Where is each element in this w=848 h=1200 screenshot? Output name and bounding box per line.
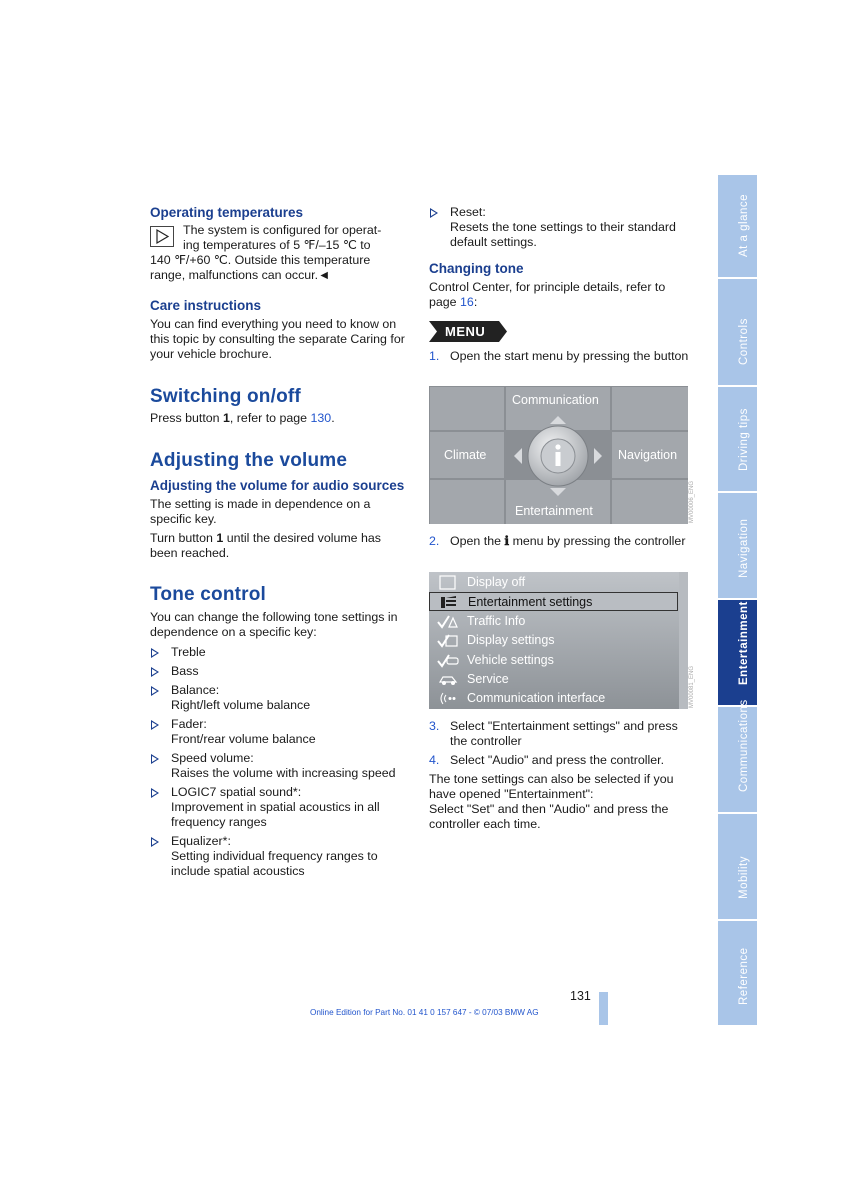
switching-heading: Switching on/off [150, 386, 301, 407]
info-icon: ℹ [504, 534, 510, 548]
list-item: 3. Select "Entertainment settings" and press the controller [429, 719, 678, 748]
list-item: Treble [150, 645, 408, 660]
vehicle-check-icon [437, 653, 459, 668]
right-column [429, 205, 691, 310]
controller-knob-icon [508, 414, 608, 498]
bullet-arrow-icon [151, 648, 159, 658]
tab-mobility[interactable]: Mobility [718, 814, 757, 919]
operating-temperatures-heading: Operating temperatures [150, 205, 304, 220]
menu-item-vehicle-settings[interactable]: Vehicle settings [429, 651, 678, 670]
reset-item [429, 205, 691, 250]
note-line: The system is configured for operat- [183, 223, 382, 237]
list-item: 1. Open the start menu by pressing the button [429, 349, 689, 363]
tab-communications[interactable]: Communications [718, 707, 757, 812]
switching-text: Press button 1, refer to page 130. [150, 411, 335, 425]
menu-scrollbar[interactable] [679, 572, 688, 709]
list-item: Bass [150, 664, 408, 679]
note-line: ing temperatures of 5 ℉/–15 ℃ to [183, 238, 371, 252]
care-instructions-text: You can find everything you need to know on this topic by consulting the separate Caring for your vehicle brochure. [150, 317, 405, 361]
tone-control-heading: Tone control [150, 584, 267, 605]
changing-tone-text: Control Center, for principle details, refer to page 16: [429, 280, 666, 309]
entertainment-settings-icon [438, 595, 460, 610]
bullet-arrow-icon [151, 667, 159, 677]
tab-reference[interactable]: Reference [718, 921, 757, 1025]
display-check-icon [437, 633, 459, 648]
adjusting-volume-heading: Adjusting the volume [150, 450, 348, 471]
bullet-arrow-icon [151, 788, 159, 798]
list-item: Equalizer*: Setting individual frequency ranges to include spatial acoustics [150, 834, 408, 879]
volume-para2: Turn button 1 until the desired volume has been reached. [150, 531, 381, 560]
page-130-link[interactable]: 130 [310, 411, 332, 425]
step-1 [429, 349, 691, 364]
page-marker [599, 992, 608, 1025]
list-item: Speed volume: Raises the volume with increasing speed [150, 751, 408, 781]
menu-communication[interactable]: Communication [512, 393, 599, 407]
tone-settings-list [150, 645, 408, 879]
closing-text-b: Select "Set" and then "Audio" and press the controller each time. [429, 802, 669, 831]
bullet-arrow-icon [151, 686, 159, 696]
tab-navigation[interactable]: Navigation [718, 493, 757, 598]
note-line: 140 ℉/+60 ℃. Outside this temperature [150, 253, 371, 267]
start-menu-screen [429, 386, 688, 524]
menu-item-service[interactable]: Service [429, 670, 678, 689]
closing-text-a: The tone settings can also be selected if you have opened "Entertainment": [429, 772, 674, 801]
bullet-arrow-icon [151, 837, 159, 847]
menu-item-display-off[interactable]: Display off [429, 573, 678, 592]
image-id: MV00081_ENG [689, 665, 695, 708]
list-item: Balance: Right/left volume balance [150, 683, 408, 713]
list-item: 4. Select "Audio" and press the controller. [429, 753, 665, 767]
menu-entertainment[interactable]: Entertainment [515, 504, 593, 518]
menu-item-entertainment-settings[interactable]: Entertainment settings [429, 592, 678, 611]
operating-temperatures-note [150, 223, 408, 283]
menu-climate[interactable]: Climate [444, 448, 487, 462]
checkbox-icon [437, 575, 459, 590]
volume-audio-sources-heading: Adjusting the volume for audio sources [150, 478, 405, 493]
left-column [150, 205, 408, 883]
tab-at-a-glance[interactable]: At a glance [718, 175, 757, 277]
traffic-check-icon [437, 614, 459, 629]
car-icon [437, 672, 459, 687]
steps-3-4 [429, 719, 691, 832]
list-item: 2. Open the ℹ menu by pressing the controller [429, 534, 686, 548]
list-item: LOGIC7 spatial sound*: Improvement in spatial acoustics in all frequency ranges [150, 785, 408, 830]
tab-controls[interactable]: Controls [718, 279, 757, 385]
edition-footer: Online Edition for Part No. 01 41 0 157 647 - © 07/03 BMW AG [310, 1008, 539, 1017]
note-line: range, malfunctions can occur.◄ [150, 268, 331, 282]
page-16-link[interactable]: 16 [460, 295, 474, 309]
step-2 [429, 534, 691, 549]
bullet-arrow-icon [151, 720, 159, 730]
menu-button-icon: MENU [429, 321, 507, 342]
info-menu-screen [429, 572, 688, 709]
communication-interface-icon [437, 691, 459, 706]
page-number: 131 [570, 989, 591, 1003]
tone-intro: You can change the following tone settings in dependence on a specific key: [150, 610, 398, 639]
note-icon [150, 226, 174, 247]
care-instructions-heading: Care instructions [150, 298, 262, 313]
menu-item-communication-interface[interactable]: Communication interface [429, 689, 678, 708]
image-id: MV00006_ENG [689, 480, 695, 523]
bullet-arrow-icon [430, 208, 438, 218]
tab-entertainment[interactable]: Entertainment [718, 600, 757, 705]
changing-tone-heading: Changing tone [429, 261, 524, 276]
volume-para1: The setting is made in dependence on a specific key. [150, 497, 371, 526]
menu-item-traffic-info[interactable]: Traffic Info [429, 612, 678, 631]
list-item: Reset: Resets the tone settings to their standard default settings. [429, 205, 691, 250]
menu-navigation[interactable]: Navigation [618, 448, 678, 462]
bullet-arrow-icon [151, 754, 159, 764]
tab-driving-tips[interactable]: Driving tips [718, 387, 757, 491]
menu-item-display-settings[interactable]: Display settings [429, 631, 678, 650]
list-item: Fader: Front/rear volume balance [150, 717, 408, 747]
